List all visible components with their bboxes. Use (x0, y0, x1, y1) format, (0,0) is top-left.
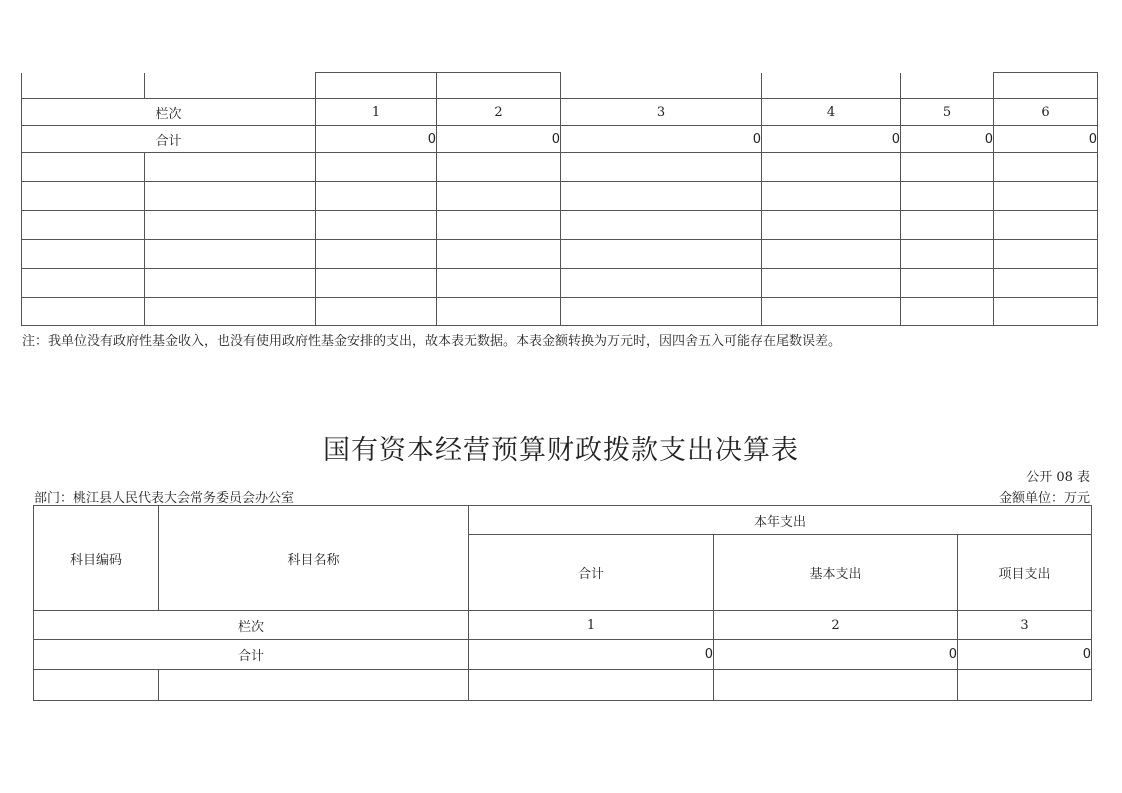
total-row (34, 640, 1092, 670)
col-number: 2 (714, 611, 958, 640)
subject-code-header: 科目编码 (34, 506, 159, 611)
top-total-row (22, 126, 1098, 153)
top-header-fragment-row (22, 73, 1098, 99)
total-value: 0 (714, 640, 958, 670)
total-value: 0 (316, 126, 437, 153)
total-header: 合计 (469, 535, 714, 611)
current-year-header: 本年支出 (469, 506, 1092, 535)
table-row (22, 269, 1098, 298)
total-value: 0 (958, 640, 1092, 670)
col-number: 1 (469, 611, 714, 640)
table-code: 公开 08 表 (1026, 470, 1090, 485)
total-value: 0 (994, 126, 1098, 153)
total-value: 0 (437, 126, 561, 153)
col-number: 2 (437, 99, 561, 126)
col-number: 3 (561, 99, 762, 126)
total-label: 合计 (34, 640, 469, 670)
table-row (22, 298, 1098, 326)
top-table (21, 72, 1098, 326)
basic-expenditure-header: 基本支出 (714, 535, 958, 611)
col-number: 6 (994, 99, 1098, 126)
column-number-row (34, 611, 1092, 640)
total-value: 0 (762, 126, 901, 153)
table-row (22, 211, 1098, 240)
table-row (22, 153, 1098, 182)
table-row (22, 240, 1098, 269)
table-row (34, 670, 1092, 701)
row-label: 栏次 (22, 99, 316, 126)
amount-unit-label: 金额单位：万元 (998, 491, 1090, 506)
total-label: 合计 (22, 126, 316, 153)
total-value: 0 (901, 126, 994, 153)
header-row (34, 506, 1092, 535)
col-number: 1 (316, 99, 437, 126)
top-column-number-row (22, 99, 1098, 126)
total-value: 0 (469, 640, 714, 670)
table-note: 注：我单位没有政府性基金收入，也没有使用政府性基金安排的支出，故本表无数据。本表金额转换为万元时，因四舍五入可能存在尾数误差。 (22, 334, 842, 349)
total-value: 0 (561, 126, 762, 153)
table-row (22, 182, 1098, 211)
row-label: 栏次 (34, 611, 469, 640)
col-number: 4 (762, 99, 901, 126)
project-expenditure-header: 项目支出 (958, 535, 1092, 611)
col-number: 5 (901, 99, 994, 126)
col-number: 3 (958, 611, 1092, 640)
expenditure-table (33, 505, 1092, 701)
subject-name-header: 科目名称 (159, 506, 469, 611)
department-label: 部门：桃江县人民代表大会常务委员会办公室 (34, 491, 295, 506)
page-title: 国有资本经营预算财政拨款支出决算表 (323, 435, 799, 466)
